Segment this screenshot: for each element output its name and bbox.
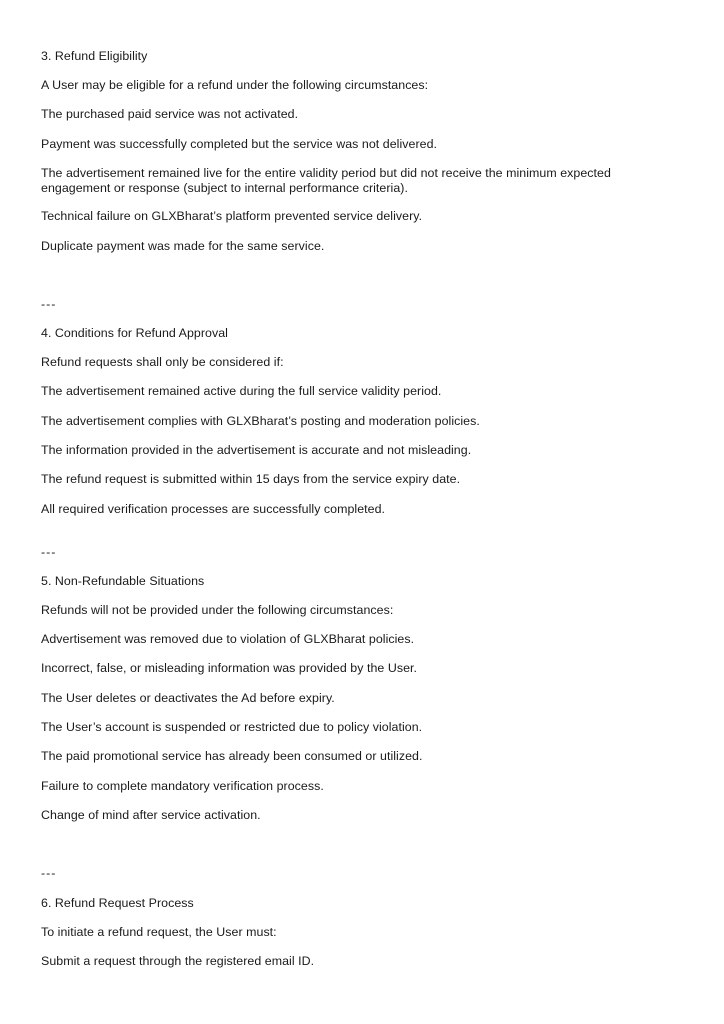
list-item: The information provided in the advertisement is accurate and not misleading. (41, 443, 472, 457)
list-item: Failure to complete mandatory verification process. (41, 779, 324, 793)
list-item: The User deletes or deactivates the Ad before expiry. (41, 691, 335, 705)
list-item: Submit a request through the registered email ID. (41, 954, 315, 968)
list-item: Payment was successfully completed but the service was not delivered. (41, 137, 438, 151)
list-item: The refund request is submitted within 15 days from the service expiry date. (41, 472, 461, 486)
section-separator: --- (41, 297, 57, 311)
list-item: Incorrect, false, or misleading information was provided by the User. (41, 661, 418, 675)
section-heading: 6. Refund Request Process (41, 896, 194, 910)
list-item: The advertisement remained live for the entire validity period but did not receive the minimum expected engagement or response (subject to internal performance criteria). (41, 166, 611, 195)
list-item: All required verification processes are successfully completed. (41, 502, 386, 516)
list-item: Technical failure on GLXBharat’s platform prevented service delivery. (41, 209, 423, 223)
section-intro: Refunds will not be provided under the following circumstances: (41, 603, 394, 617)
list-item: Change of mind after service activation. (41, 808, 261, 822)
section-intro: To initiate a refund request, the User must: (41, 925, 277, 939)
section-separator: --- (41, 545, 57, 559)
section-heading: 5. Non-Refundable Situations (41, 574, 205, 588)
list-item: The advertisement complies with GLXBharat’s posting and moderation policies. (41, 414, 480, 428)
section-heading: 3. Refund Eligibility (41, 49, 148, 63)
list-item: The paid promotional service has already been consumed or utilized. (41, 749, 423, 763)
section-separator: --- (41, 866, 57, 880)
list-item: Duplicate payment was made for the same service. (41, 239, 325, 253)
section-intro: Refund requests shall only be considered if: (41, 355, 284, 369)
list-item: The User’s account is suspended or restricted due to policy violation. (41, 720, 423, 734)
list-item: The advertisement remained active during the full service validity period. (41, 384, 442, 398)
section-intro: A User may be eligible for a refund under the following circumstances: (41, 78, 429, 92)
section-heading: 4. Conditions for Refund Approval (41, 326, 228, 340)
list-item: The purchased paid service was not activated. (41, 107, 299, 121)
list-item: Advertisement was removed due to violation of GLXBharat policies. (41, 632, 415, 646)
